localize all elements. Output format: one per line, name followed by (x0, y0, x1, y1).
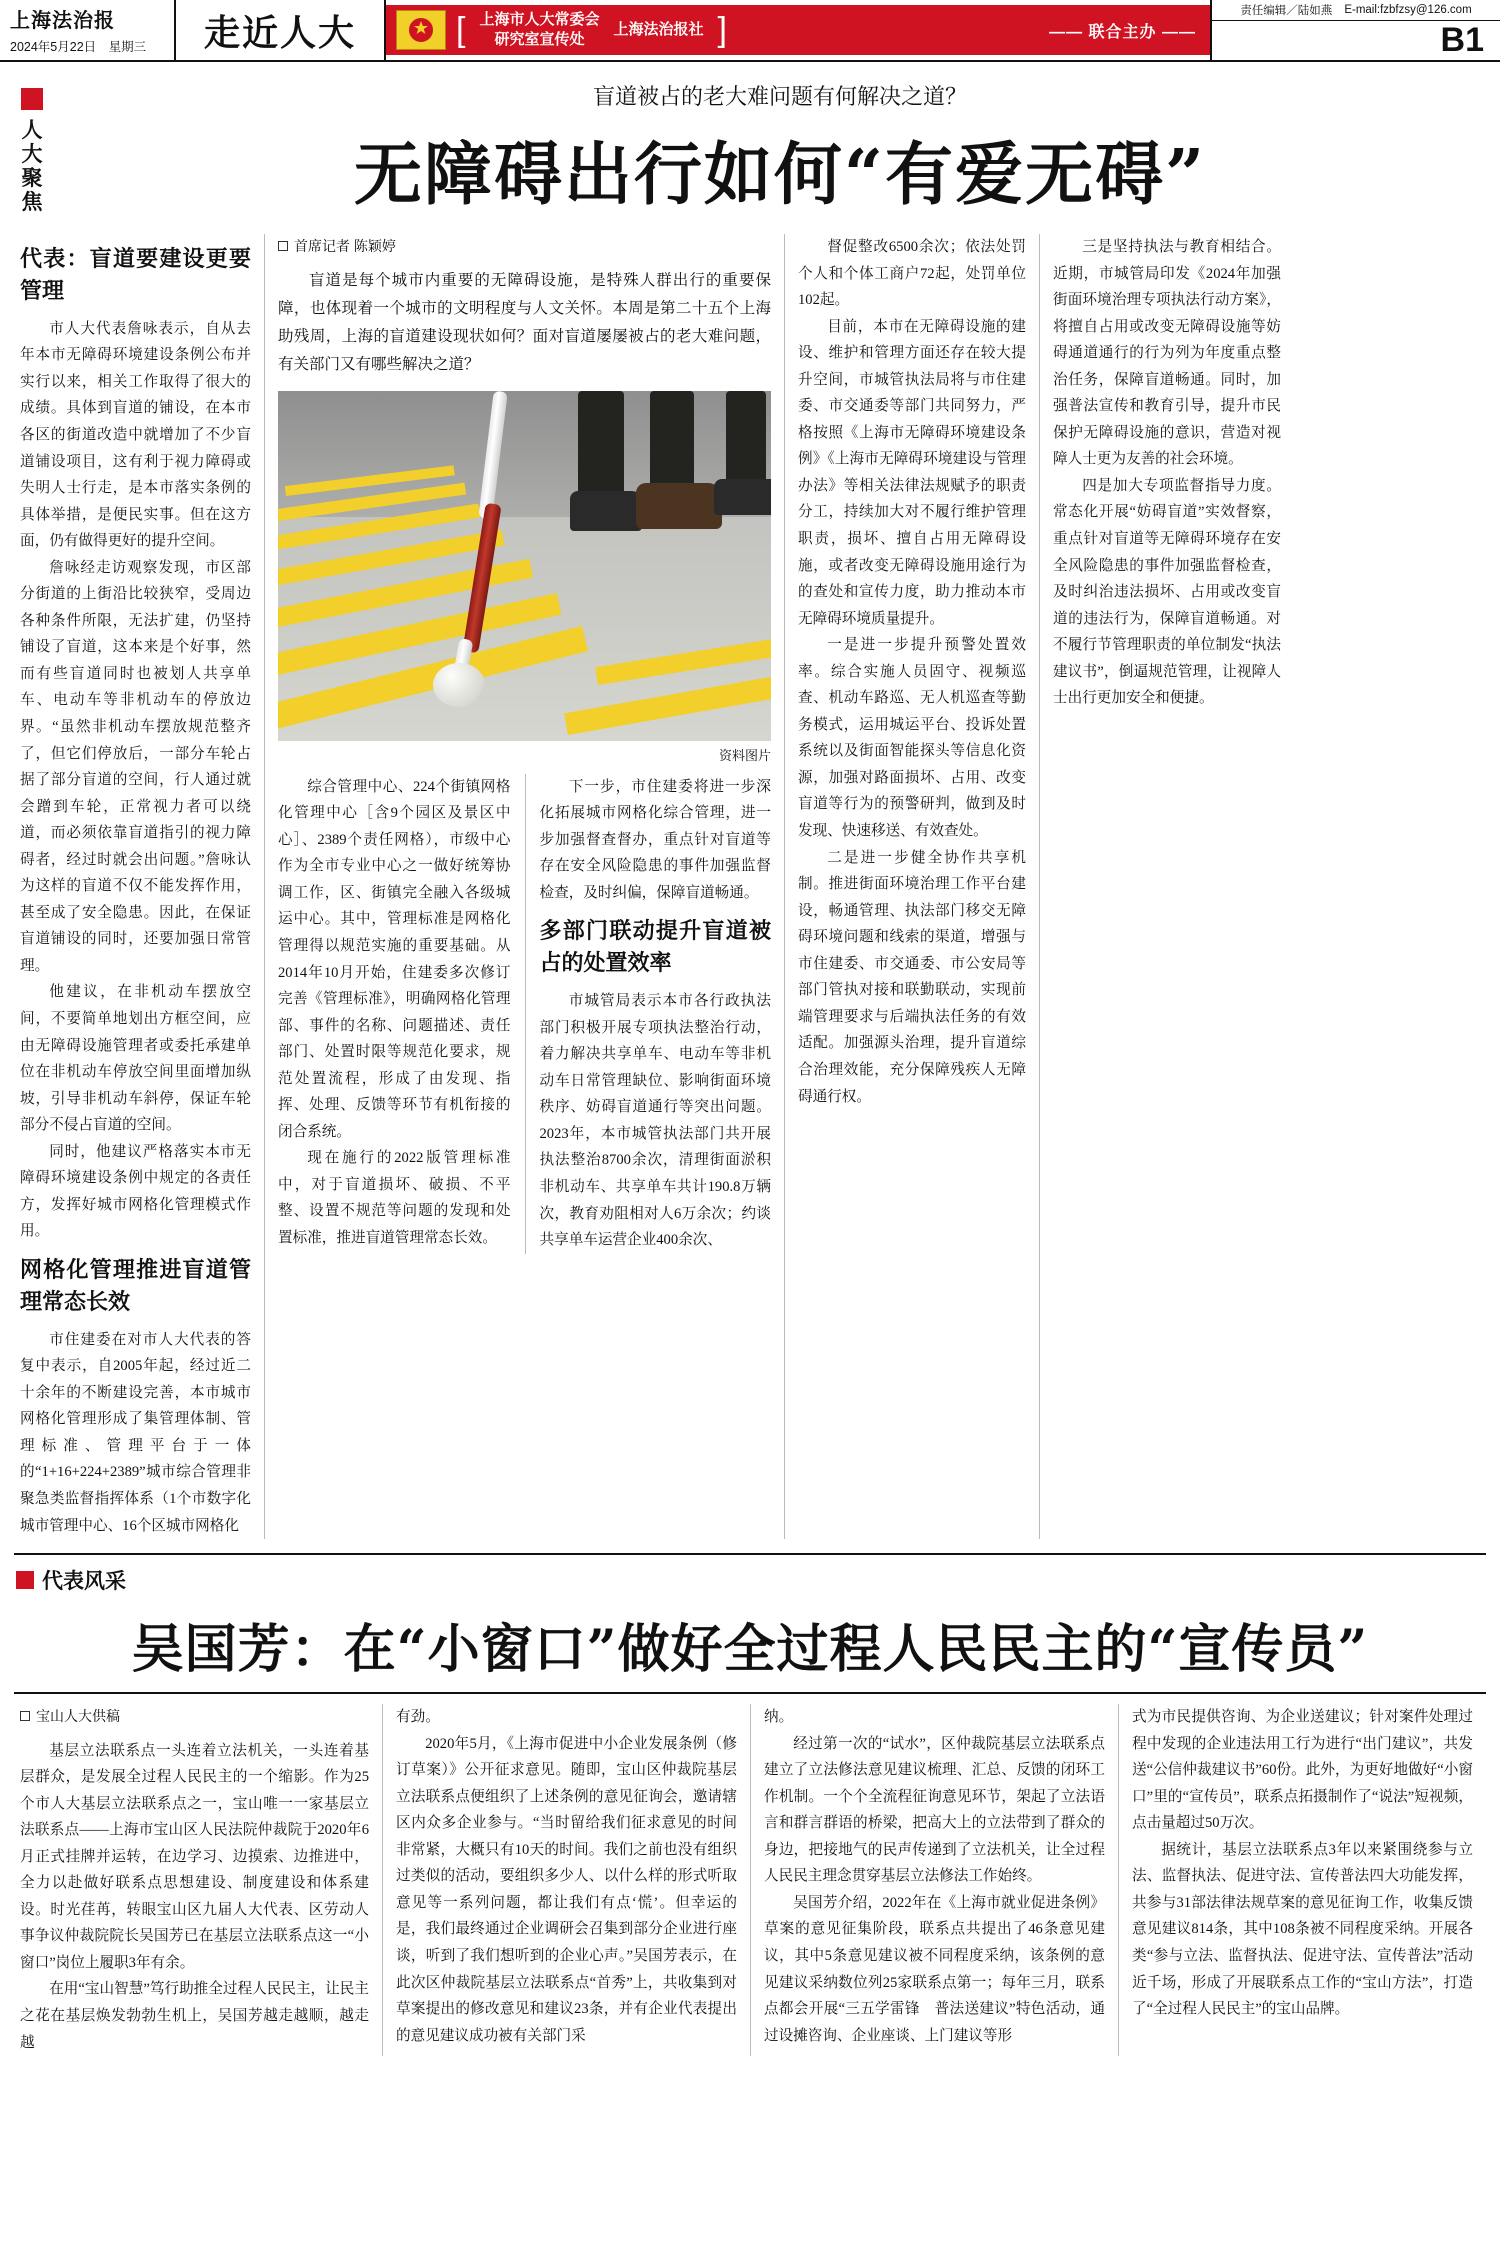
paragraph: 盲道是每个城市内重要的无障碍设施，是特殊人群出行的重要保障，也体现着一个城市的文明程度与人文关怀。本周是第二十五个上海助残周，上海的盲道建设现状如何？面对盲道屡屡被占的老大难问题，有关部门又有哪些解决之道？ (278, 272, 771, 374)
feature-2-divider (14, 1692, 1486, 1694)
paragraph: 督促整改6500余次；依法处罚个人和个体工商户72起，处罚单位102起。 (798, 239, 1026, 309)
joint-host-label: —— 联合主办 —— (1049, 23, 1196, 41)
paragraph: 式为市民提供咨询、为企业送建议；针对案件处理过程中发现的企业违法用工行为进行“出门建议”，共发送“公信仲裁建议书”60份。此外，为更好地做好“小窗口”里的“宣传员”，联系点拓摄制作了“说法”短视频，点击量超过50万次。 (1132, 1709, 1473, 1832)
f2-column-4 (1118, 1704, 1486, 2056)
lede-paragraph (278, 267, 771, 379)
column-1 (14, 234, 264, 1539)
sponsor-org-1-line1: 上海市人大常委会 (479, 10, 600, 28)
editor-info (1212, 0, 1500, 21)
newspaper-name: 上海法治报 (10, 8, 115, 32)
article-photo (278, 391, 771, 741)
subhead-representative: 代表：盲道要建设更要管理 (20, 246, 251, 304)
vertical-section-tag (12, 88, 52, 215)
sponsor-banner (386, 5, 1210, 55)
paragraph: 在用“宝山智慧”笃行助推全过程人民民主，让民主之花在基层焕发勃勃生机上，吴国芳越走越顺，越走越 (20, 1981, 369, 2051)
column-4 (1039, 234, 1294, 1539)
feature-2-title: 吴国芳：在“小窗口”做好全过程人民民主的“宣传员” (131, 1619, 1369, 1681)
feature-2 (0, 1555, 1500, 2056)
paragraph: 目前，本市在无障碍设施的建设、维护和管理方面还存在较大提升空间，市城管执法局将与市住建委、市交通委等部门共同努力，严格按照《上海市无障碍环境建设条例》《上海市无障碍环境建设与管理办法》等相关法律法规赋予的职责分工，持续加大对不履行维护管理职责，损坏、擅自占用无障碍设施，或者改变无障碍设施用途行为的查处和宣传力度，助力推动本市无障碍环境质量提升。 (798, 318, 1026, 627)
paragraph: 四是加大专项监督指导力度。常态化开展“妨碍盲道”实效督察，重点针对盲道等无障碍环境存在安全风险隐患的事件加强监督检查，及时纠治违法损坏、占用或改变盲道的违法行为，保障盲道畅通。对不履行节管理职责的单位制发“执法建议书”，倒逼规范管理，让视障人士出行更加安全和便捷。 (1053, 477, 1281, 707)
feature-2-columns (14, 1704, 1486, 2056)
paragraph: 他建议，在非机动车摆放空间，不要简单地划出方框空间，应由无障碍设施管理者或委托承建单位在非机动车停放空间里面增加纵坡，引导非机动车斜停，保证车轮部分不侵占盲道的空间。 (20, 984, 251, 1134)
subhead-multi-department: 多部门联动提升盲道被占的处置效率 (539, 918, 771, 977)
column-2-right (525, 774, 772, 1254)
paragraph: 詹咏经走访观察发现，市区部分街道的上街沿比较狭窄，受周边各种条件所限，无法扩建，仍坚持铺设了盲道，这本来是个好事，然而有些盲道同时也被划人共享单车、电动车等非机动车的停放边界。“虽然非机动车摆放规范整齐了，但它们停放后，一部分车轮占据了部分盲道的空间，行人通过就会蹭到车轮，正常视力者可以绕道，而必须依靠盲道指引的视力障碍者，经过时就会出问题。”詹咏认为这样的盲道不仅不能发挥作用，甚至成了安全隐患。因此，在保证盲道铺设的同时，还要加强日常管理。 (20, 559, 251, 974)
paragraph: 市城管局表示本市各行政执法部门积极开展专项执法整治行动，着力解决共享单车、电动车等非机动车日常管理缺位、影响街面环境秩序、妨碍盲道通行等突出问题。2023年，本市城管执法部门共开展执法整治8700余次，清理街面淤积非机动车、共享单车共计190.8万辆次，教育劝阻相对人6万余次；约谈共享单车运营企业400余次、 (539, 993, 771, 1249)
issue-date: 2024年5月22日 星期三 (10, 40, 147, 54)
article-source (20, 1704, 369, 1729)
bullet-square-icon (20, 1711, 30, 1721)
feature-2-tag (14, 1555, 1486, 1601)
paragraph: 下一步，市住建委将进一步深化拓展城市网格化综合管理，进一步加强督查督办，重点针对盲道等存在安全风险隐患的事件加强监督检查，及时纠偏，保障盲道畅通。 (539, 778, 771, 901)
red-square-icon (16, 1571, 34, 1589)
article-photo-wrap (278, 391, 771, 768)
masthead-right (1210, 0, 1500, 60)
byline (278, 234, 771, 259)
article-source-text: 宝山人大供稿 (36, 1708, 120, 1725)
national-emblem-icon (396, 10, 446, 50)
paragraph: 有劲。 (396, 1709, 440, 1726)
paragraph: 市人大代表詹咏表示，自从去年本市无障碍环境建设条例公布并实行以来，相关工作取得了很大的成绩。具体到盲道的铺设，在本市各区的街道改造中就增加了不少盲道铺设项目，这有利于视力障碍或失明人士行走，是本市落实条例的具体举措，是便民实事。但在这方面，仍有做得更好的提升空间。 (20, 320, 251, 550)
headline-title: 无障碍出行如何“有爱无碍” (353, 135, 1207, 215)
photo-credit: 资料图片 (718, 748, 771, 764)
sponsor-org-1-line2: 研究室宣传处 (494, 31, 585, 48)
red-square-icon (21, 88, 43, 110)
paragraph: 据统计，基层立法联系点3年以来紧围绕参与立法、监督执法、促进守法、宣传普法四大功能发挥，共参与31部法律法规草案的意见征询工作，收集反馈意见建议814条，其中108条被不同程度采纳。开展各类“参与立法、监督执法、促进守法、宣传普法”活动近千场，形成了开展联系点工作的“宝山方法”，打造了“全过程人民民主”的宝山品牌。 (1132, 1841, 1473, 2018)
boot (570, 491, 642, 531)
masthead-logo (0, 0, 176, 60)
white-cane-tip (433, 663, 485, 707)
editor-email: E-mail:fzbfzsy@126.com (1344, 4, 1472, 16)
headline-kicker: 盲道被占的老大难问题有何解决之道？ (592, 85, 967, 110)
paragraph: 市住建委在对市人大代表的答复中表示，自2005年起，经过近二十余年的不断建设完善，本市城市网格化管理形成了集管理体制、管理标准、管理平台于一体的“1+16+224+2389”城市综合管理非聚急类监督指挥体系（1个市数字化城市管理中心、16个区城市网格化 (20, 1331, 251, 1534)
paragraph: 2020年5月，《上海市促进中小企业发展条例（修订草案）》公开征求意见。随即，宝山区仲裁院基层立法联系点便组织了上述条例的意见征询会，邀请辖区内众多企业参与。“当时留给我们征求意见的时间非常紧，大概只有10天的时间。我们之前也没有组织过类似的活动，要组织多少人、以什么样的形式听取意见等一系列问题，都让我们有点‘慌’。但幸运的是，我们最终通过企业调研会召集到部分企业进行座谈，听到了我们想听到的企业心声。”吴国芳表示，在此次区仲裁院基层立法联系点“首秀”上，共收集到对草案提出的修改意见和建议23条，并有企业代表提出的意见建议成功被有关部门采 (396, 1735, 737, 2044)
masthead (0, 0, 1500, 62)
feature-2-tag-label: 代表风采 (42, 1568, 126, 1594)
column-2-left (278, 774, 525, 1254)
paragraph: 一是进一步提升预警处置效率。综合实施人员固守、视频巡查、机动车路巡、无人机巡查等勤务模式，运用城运平台、投诉处置系统以及街面智能探头等信息化资源，加强对路面损坏、占用、改变盲道等行为的预警研判，做到及时发现、快速移送、有效查处。 (798, 637, 1026, 840)
column-3 (784, 234, 1039, 1539)
vertical-section-tag-label: 人大聚焦 (21, 117, 43, 215)
bracket-left-icon: [ (456, 11, 466, 49)
paragraph: 纳。 (764, 1709, 794, 1726)
f2-column-1 (14, 1704, 382, 2056)
section-name: 走近人大 (176, 0, 386, 60)
bullet-square-icon (278, 241, 288, 251)
paragraph: 综合管理中心、224个街镇网格化管理中心［含9个园区及景区中心］、2389个责任网格），市级中心作为全市专业中心之一做好统筹协调工作，区、街镇完全融入各级城运中心。其中，管理标准是网格化管理得以规范实施的重要基础。从2014年10月开始，住建委多次修订完善《管理标准》，明确网格化管理部、事件的名称、问题描述、责任部门、处置时限等规范化要求，规范处置流程，形成了由发现、指挥、处理、反馈等环节有机衔接的闭合系统。 (278, 778, 511, 1140)
page-number: B1 (1440, 21, 1484, 59)
bracket-right-icon: ] (717, 11, 727, 49)
feature-headline-area (0, 62, 1500, 228)
sponsor-org-1 (479, 10, 599, 51)
paragraph: 同时，他建议严格落实本市无障碍环境建设条例中规定的各责任方，发挥好城市网格化管理模式作用。 (20, 1143, 251, 1240)
sponsor-org-2: 上海法治报社 (613, 20, 704, 38)
column-2 (264, 234, 784, 1539)
boot (636, 483, 722, 529)
responsible-editor: 责任编辑／陆如燕 (1240, 5, 1333, 17)
person-leg (726, 391, 766, 487)
paragraph: 现在施行的2022版管理标准中，对于盲道损坏、破损、不平整、设置不规范等问题的发现和处置标准，推进盲道管理常态长效。 (278, 1150, 511, 1246)
column-2-split (278, 774, 771, 1254)
byline-text: 首席记者 陈颖婷 (294, 238, 396, 254)
paragraph: 经过第一次的“试水”，区仲裁院基层立法联系点建立了立法修法意见建议梳理、汇总、反馈的闭环工作机制。一个个全流程征询意见环节，架起了立法语言和群言群语的桥梁，把高大上的立法带到了群众的身边，把接地气的民声传递到了立法机关，让全过程人民民主理念贯穿基层立法修法工作始终。 (764, 1735, 1105, 1885)
boot (714, 479, 771, 515)
paragraph: 吴国芳介绍，2022年在《上海市就业促进条例》草案的意见征集阶段，联系点共提出了46条意见建议，其中5条意见建议被不同程度采纳，该条例的意见建议采纳数位列25家联系点第一；每年三月，联系点都会开展“三五学雷锋 普法送建议”特色活动，通过设摊咨询、企业座谈、上门建议等形 (764, 1894, 1105, 2044)
subhead-grid-management: 网格化管理推进盲道管理常态长效 (20, 1256, 251, 1315)
paragraph: 二是进一步健全协作共享机制。推进街面环境治理工作平台建设，畅通管理、执法部门移交无障碍环境问题和线索的渠道，增强与市住建委、市交通委、市公安局等部门管执对接和联勤联动，实现前端管理要求与后端执法任务的有效适配。加强源头治理，提升盲道综合治理效能，充分保障残疾人无障碍通行权。 (798, 849, 1026, 1105)
paragraph: 基层立法联系点一头连着立法机关，一头连着基层群众，是发展全过程人民民主的一个缩影。作为25个市人大基层立法联系点之一，宝山唯一一家基层立法联系点——上海市宝山区人民法院仲裁院于2020年6月正式挂牌并运转，在边学习、边摸索、边推进中，全力以赴做好联系点思想建设、制度建设和体系建设。时光荏苒，转眼宝山区九届人大代表、区劳动人事争议仲裁院院长吴国芳已在基层立法联系点这一“小窗口”岗位上履职3年有余。 (20, 1742, 369, 1971)
white-cane-upper (478, 391, 507, 519)
feature-columns (0, 228, 1500, 1539)
paragraph: 三是坚持执法与教育相结合。近期，市城管局印发《2024年加强街面环境治理专项执法行动方案》，将擅自占用或改变无障碍设施等妨碍通道通行的行为列为年度重点整治任务，保障盲道畅通。同时，加强普法宣传和教育引导，提升市民保护无障碍设施的意识，营造对视障人士更为友善的社会环境。 (1053, 239, 1281, 468)
sponsor-organizations (456, 10, 727, 51)
f2-column-3 (750, 1704, 1118, 2056)
f2-column-2 (382, 1704, 750, 2056)
